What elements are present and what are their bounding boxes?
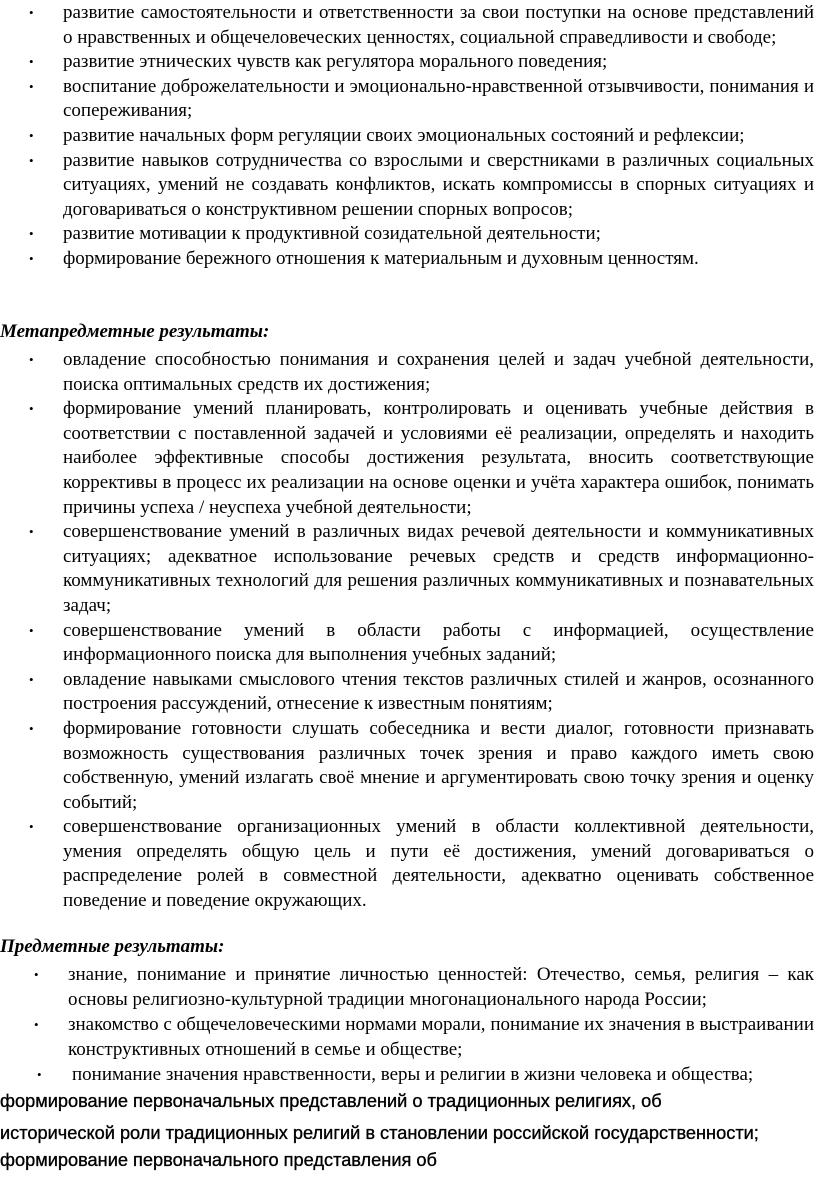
list-item <box>0 1062 816 1087</box>
bullet-icon: • <box>34 967 39 982</box>
bullet-icon: • <box>29 720 34 736</box>
list-item-text: развитие начальных форм регуляции своих эмоциональных состояний и рефлексии; <box>63 124 745 146</box>
list-item <box>0 50 816 75</box>
list-item <box>0 668 816 717</box>
list-item <box>0 815 816 913</box>
bullet-icon: • <box>29 401 34 417</box>
list-item <box>0 520 816 618</box>
list-item <box>0 124 816 149</box>
list-item-text: совершенствование умений в области работы с информацией, осуществление информационного поиска для выполнения учебных заданий; <box>63 619 814 666</box>
list-item <box>0 222 816 247</box>
list-item-text: формирование готовности слушать собеседника и вести диалог, готовности признавать возможность существования различных точек зрения и право каждого иметь свою собственную, умений излагать своё мнение и аргументировать свою точку зрения и оценку событий; <box>63 717 814 813</box>
list-item <box>0 1 816 50</box>
bold-text-line: формирование первоначальных представлений о традиционных религиях, об <box>0 1091 662 1111</box>
bullet-icon: • <box>29 226 34 242</box>
bullet-icon: • <box>29 152 34 168</box>
subject-results-list <box>0 962 816 1087</box>
metasubject-results-heading: Метапредметные результаты: <box>0 321 270 342</box>
list-item-text: развитие этнических чувств как регулятора морального поведения; <box>63 51 608 73</box>
bullet-icon: • <box>29 622 34 638</box>
bullet-icon: • <box>29 352 34 367</box>
bullet-icon: • <box>29 250 34 266</box>
list-item <box>0 247 816 272</box>
subject-results-heading: Предметные результаты: <box>0 936 225 957</box>
list-item <box>0 717 816 815</box>
list-item <box>0 619 816 668</box>
list-item-text: развитие навыков сотрудничества со взрослыми и сверстниками в различных социальных ситуациях, умений не создавать конфликтов, искать компромиссы в спорных ситуациях и договариваться о конструктивном решении спорных вопросов; <box>63 149 814 220</box>
bold-text-line: формирование первоначального представления об <box>0 1150 437 1170</box>
list-item <box>0 397 816 520</box>
list-item-text: развитие мотивации к продуктивной созидательной деятельности; <box>63 223 601 245</box>
list-item-text: развитие самостоятельности и ответственности за свои поступки на основе представлений о нравственных и общечеловеческих ценностях, социальной справедливости и свободе; <box>63 2 814 48</box>
bullet-icon: • <box>29 819 34 835</box>
bullet-icon: • <box>37 1067 42 1082</box>
list-item-text: совершенствование умений в различных видах речевой деятельности и коммуникативных ситуациях; адекватное использование речевых средств и средств информационно-коммуникативных технологий для решения различных коммуникативных и познавательных задач; <box>63 521 814 616</box>
list-item-text: овладение способностью понимания и сохранения целей и задач учебной деятельности, поиска оптимальных средств их достижения; <box>63 349 814 395</box>
bullet-icon: • <box>34 1017 39 1032</box>
list-item <box>0 962 816 1012</box>
list-item-text: понимание значения нравственности, веры и религии в жизни человека и общества; <box>72 1064 754 1085</box>
bullet-icon: • <box>29 127 34 143</box>
personal-results-list <box>0 1 816 272</box>
bullet-icon: • <box>29 524 34 540</box>
bullet-icon: • <box>29 78 34 94</box>
bullet-icon: • <box>29 54 34 70</box>
list-item <box>0 149 816 223</box>
list-item-text: формирование бережного отношения к материальным и духовным ценностям. <box>63 247 699 269</box>
bold-text-line: исторической роли традиционных религий в становлении российской государственности; <box>0 1123 759 1143</box>
list-item-text: воспитание доброжелательности и эмоционально-нравственной отзывчивости, понимания и сопереживания; <box>63 75 814 122</box>
list-item-text: знание, понимание и принятие личностью ценностей: Отечество, семья, религия – как основы религиозно-культурной традиции многонационального народа России; <box>68 964 814 1010</box>
list-item-text: знакомство с общечеловеческими нормами морали, понимание их значения в выстраивании конструктивных отношений в семье и обществе; <box>68 1014 814 1060</box>
list-item <box>0 1012 816 1062</box>
list-item <box>0 75 816 124</box>
list-item-text: овладение навыками смыслового чтения текстов различных стилей и жанров, осознанного построения рассуждений, отнесение к известным понятиям; <box>63 668 814 715</box>
bullet-icon: • <box>29 5 34 20</box>
list-item-text: совершенствование организационных умений в области коллективной деятельности, умения определять общую цель и пути её достижения, умений договариваться о распределение ролей в совместной деятельности, адекватно оценивать собственное поведение и поведение окружающих. <box>63 816 814 912</box>
list-item <box>0 348 816 397</box>
list-item-text: формирование умений планировать, контролировать и оценивать учебные действия в соответствии с поставленной задачей и условиями её реализации, определять и находить наиболее эффективные способы достижения результата, вносить соответствующие коррективы в процесс их реализации на основе оценки и учёта характера ошибок, понимать причины успеха / неуспеха учебной деятельности; <box>63 398 814 518</box>
metasubject-results-list <box>0 348 816 914</box>
bullet-icon: • <box>29 671 34 687</box>
